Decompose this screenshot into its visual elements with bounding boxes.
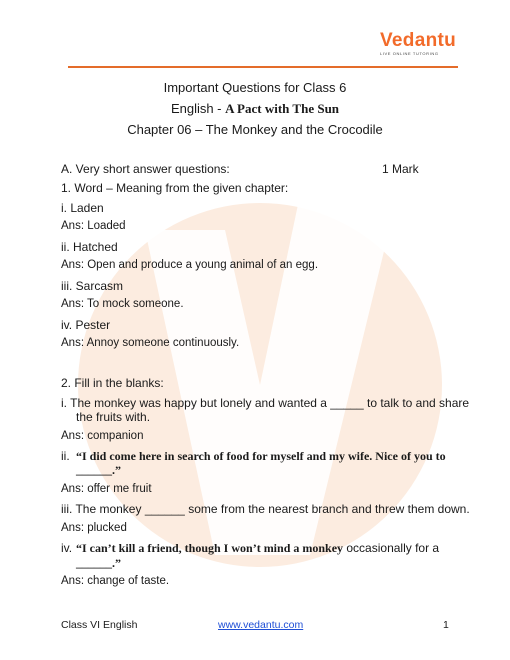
blank-answer: Ans: offer me fruit xyxy=(61,483,152,495)
footer-website-link[interactable]: www.vedantu.com xyxy=(218,619,304,631)
blank-question-cont: ______.” xyxy=(76,463,121,477)
blank-question-number: iv. xyxy=(61,541,73,555)
word-answer: Ans: Loaded xyxy=(61,220,126,232)
q1-title: 1. Word – Meaning from the given chapter: xyxy=(61,181,289,195)
vedantu-watermark xyxy=(75,135,445,605)
section-a-marks: 1 Mark xyxy=(382,162,419,176)
blank-question-cont: the fruits with. xyxy=(76,410,151,424)
word-item: iii. Sarcasm xyxy=(61,279,124,293)
vedantu-logo[interactable] xyxy=(380,30,460,56)
logo-tagline: LIVE ONLINE TUTORING xyxy=(380,51,439,56)
page-number: 1 xyxy=(443,619,449,631)
footer-link-wrap xyxy=(218,619,303,631)
blank-question-cont: ______.” xyxy=(76,556,121,570)
q2-title: 2. Fill in the blanks: xyxy=(61,376,164,390)
blank-question-number: ii. xyxy=(61,449,70,463)
word-item: iv. Pester xyxy=(61,318,111,332)
footer-class-label: Class VI English xyxy=(61,619,138,631)
blank-answer: Ans: plucked xyxy=(61,522,127,534)
header-rule xyxy=(68,66,458,68)
blank-answer: Ans: companion xyxy=(61,430,144,442)
blank-question: “I can’t kill a friend, though I won’t mind a monkey occasionally for a xyxy=(76,541,440,555)
logo-wordmark: Vedantu xyxy=(380,30,457,51)
blank-answer: Ans: change of taste. xyxy=(61,575,170,587)
word-item: i. Laden xyxy=(61,201,104,215)
blank-question: iii. The monkey ______ some from the nearest branch and threw them down. xyxy=(61,502,470,516)
blank-question: i. The monkey was happy but lonely and wanted a _____ to talk to and share xyxy=(61,396,470,410)
word-answer: Ans: Open and produce a young animal of an egg. xyxy=(61,259,319,271)
word-answer: Ans: To mock someone. xyxy=(61,298,184,310)
section-a-heading: A. Very short answer questions: xyxy=(61,162,230,176)
word-answer: Ans: Annoy someone continuously. xyxy=(61,337,240,349)
chapter-title: Chapter 06 – The Monkey and the Crocodile xyxy=(127,122,383,137)
blank-question: “I did come here in search of food for myself and my wife. Nice of you to xyxy=(76,449,446,463)
doc-subtitle: English - A Pact with The Sun xyxy=(170,101,340,116)
word-item: ii. Hatched xyxy=(61,240,118,254)
doc-title: Important Questions for Class 6 xyxy=(163,80,347,95)
